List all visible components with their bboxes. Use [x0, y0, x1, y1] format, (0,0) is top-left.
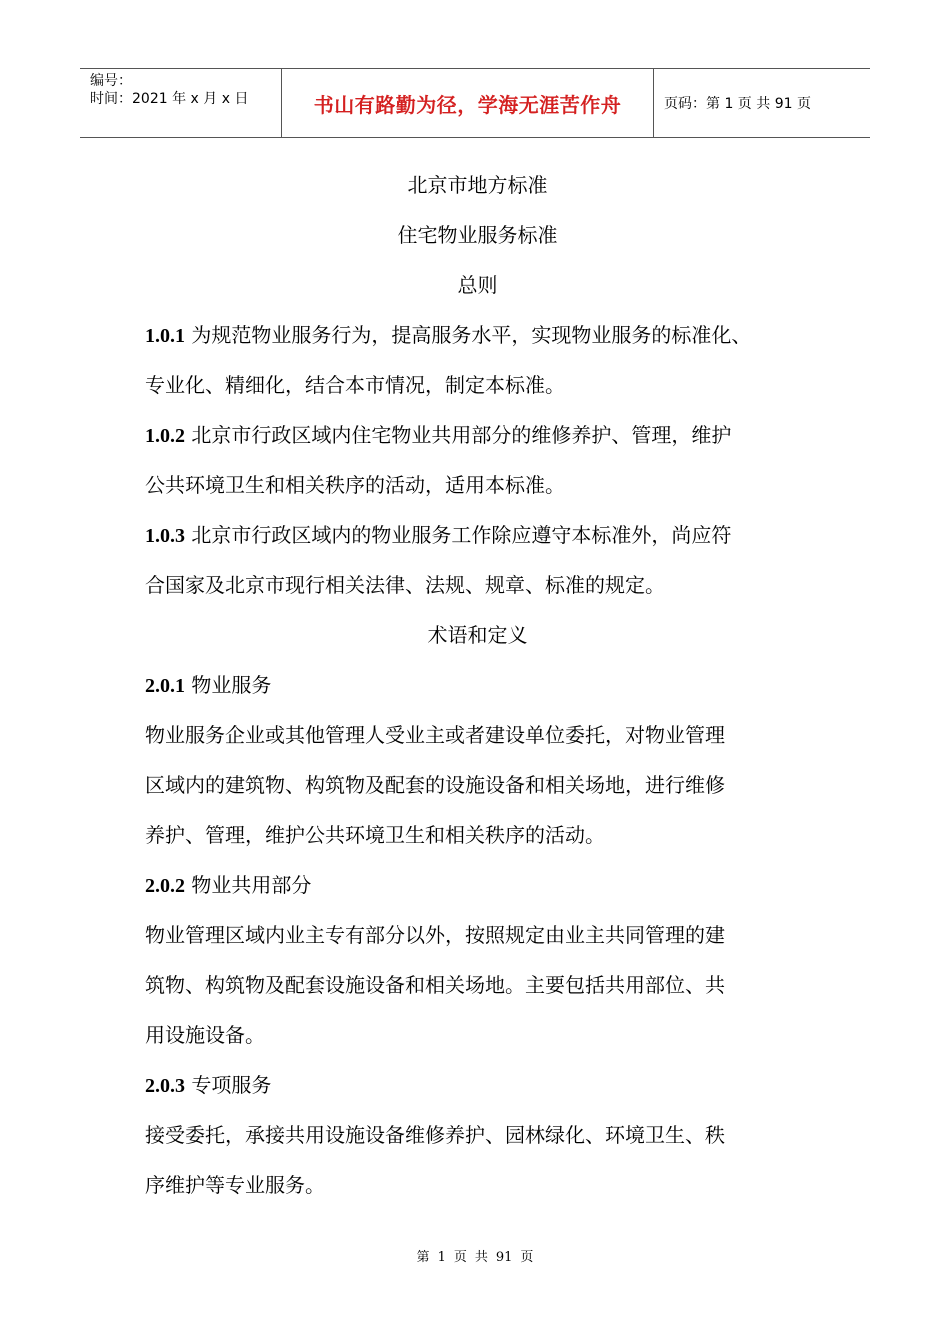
section-heading-terms: 术语和定义	[427, 623, 528, 647]
term-text-line: 用设施设备。	[145, 1023, 265, 1047]
term-name: 物业服务	[191, 673, 272, 697]
document-body	[145, 160, 810, 1210]
footer-di: 第	[416, 1250, 430, 1265]
term-text-line: 接受委托，承接共用设施设备维修养护、园林绿化、环境卫生、秩	[145, 1123, 725, 1147]
footer-ye: 页	[453, 1250, 467, 1265]
header-page-info: 页码：第 1 页 共 91 页	[664, 96, 811, 112]
clause-text: 北京市行政区域内的物业服务工作除应遵守本标准外，尚应符	[191, 523, 732, 547]
page-footer	[0, 1246, 950, 1265]
clause-1-0-1	[145, 310, 810, 360]
term-text-line: 物业服务企业或其他管理人受业主或者建设单位委托，对物业管理	[145, 723, 725, 747]
term-number: 2.0.1	[145, 675, 185, 697]
term-number: 2.0.3	[145, 1075, 185, 1097]
term-text-line: 区域内的建筑物、构筑物及配套的设施设备和相关场地，进行维修	[145, 773, 725, 797]
header-motto: 书山有路勤为径，学海无涯苦作舟	[282, 69, 654, 137]
term-2-0-3	[145, 1060, 810, 1110]
footer-gong: 共	[474, 1250, 488, 1265]
footer-ye2: 页	[520, 1250, 534, 1265]
term-text-line: 序维护等专业服务。	[145, 1173, 325, 1197]
clause-text-line: 公共环境卫生和相关秩序的活动，适用本标准。	[145, 473, 565, 497]
header-meta	[80, 69, 282, 137]
clause-number: 1.0.1	[145, 325, 185, 347]
doc-time-label: 时间：2021 年 x 月 x 日	[90, 91, 249, 107]
term-text-line: 筑物、构筑物及配套设施设备和相关场地。主要包括共用部位、共	[145, 973, 725, 997]
doc-subtitle: 住宅物业服务标准	[397, 223, 558, 247]
doc-number-label: 编号：	[90, 73, 132, 89]
term-name: 专项服务	[191, 1073, 272, 1097]
section-heading-general: 总则	[457, 273, 498, 297]
clause-1-0-3	[145, 510, 810, 560]
term-name: 物业共用部分	[191, 873, 312, 897]
page-header	[80, 68, 870, 138]
clause-text-line: 专业化、精细化，结合本市情况，制定本标准。	[145, 373, 565, 397]
clause-1-0-2	[145, 410, 810, 460]
footer-total-pages: 91	[495, 1250, 513, 1265]
term-2-0-2	[145, 860, 810, 910]
clause-number: 1.0.2	[145, 425, 185, 447]
clause-text: 为规范物业服务行为，提高服务水平，实现物业服务的标准化、	[191, 323, 752, 347]
term-text-line: 物业管理区域内业主专有部分以外，按照规定由业主共同管理的建	[145, 923, 725, 947]
footer-page-number: 1	[437, 1250, 446, 1265]
term-2-0-1	[145, 660, 810, 710]
clause-number: 1.0.3	[145, 525, 185, 547]
term-number: 2.0.2	[145, 875, 185, 897]
doc-title: 北京市地方标准	[407, 173, 548, 197]
clause-text: 北京市行政区域内住宅物业共用部分的维修养护、管理，维护	[191, 423, 732, 447]
clause-text-line: 合国家及北京市现行相关法律、法规、规章、标准的规定。	[145, 573, 665, 597]
term-text-line: 养护、管理，维护公共环境卫生和相关秩序的活动。	[145, 823, 605, 847]
